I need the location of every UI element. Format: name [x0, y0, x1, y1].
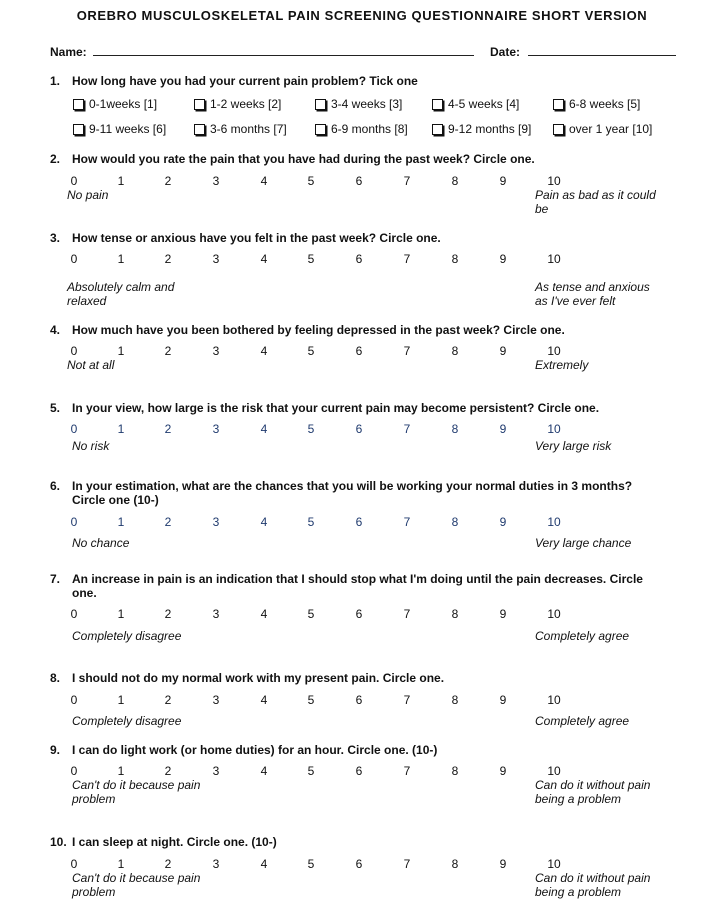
question-number: 8. — [50, 671, 61, 685]
checkbox-icon[interactable] — [553, 99, 564, 110]
question-text: How would you rate the pain that you have had during the past week? Circle one. — [72, 152, 535, 166]
scale-option[interactable]: 7 — [403, 344, 411, 358]
scale-option[interactable]: 8 — [451, 693, 459, 707]
scale-option[interactable]: 10 — [547, 515, 561, 529]
question-text: How long have you had your current pain problem? Tick one — [72, 74, 418, 88]
scale-option[interactable]: 10 — [547, 857, 561, 871]
scale-option[interactable]: 1 — [117, 344, 125, 358]
scale-option[interactable]: 5 — [307, 693, 315, 707]
scale-low-label: Can't do it because pain problem — [72, 778, 201, 806]
scale-option[interactable]: 9 — [499, 607, 507, 621]
scale-option[interactable]: 8 — [451, 252, 459, 266]
question-number: 7. — [50, 572, 61, 586]
scale-option[interactable]: 2 — [164, 764, 172, 778]
duration-option[interactable]: 4-5 weeks [4] — [432, 97, 519, 111]
scale-option[interactable]: 8 — [451, 607, 459, 621]
scale-option[interactable]: 1 — [117, 764, 125, 778]
scale-option[interactable]: 2 — [164, 693, 172, 707]
question-number: 1. — [50, 74, 61, 88]
scale-low-label: Not at all — [67, 358, 115, 372]
scale-option[interactable]: 9 — [499, 422, 507, 436]
scale-high-label: Completely agree — [535, 714, 630, 728]
scale-option[interactable]: 0 — [70, 607, 78, 621]
scale-option[interactable]: 3 — [212, 174, 220, 188]
scale-high-label: Very large risk — [535, 439, 612, 453]
scale-option[interactable]: 5 — [307, 764, 315, 778]
scale-option[interactable]: 4 — [260, 607, 268, 621]
question-number: 3. — [50, 231, 61, 245]
scale-option[interactable]: 4 — [260, 174, 268, 188]
scale-option[interactable]: 10 — [547, 764, 561, 778]
scale-option[interactable]: 0 — [70, 515, 78, 529]
question-text: How tense or anxious have you felt in the past week? Circle one. — [72, 231, 441, 245]
scale-option[interactable]: 4 — [260, 344, 268, 358]
scale-option[interactable]: 10 — [547, 607, 561, 621]
checkbox-icon[interactable] — [315, 124, 326, 135]
scale-option[interactable]: 10 — [547, 422, 561, 436]
scale-option[interactable]: 8 — [451, 764, 459, 778]
scale-option[interactable]: 6 — [355, 607, 363, 621]
scale-option[interactable]: 1 — [117, 174, 125, 188]
scale-low-label: No chance — [72, 536, 130, 550]
question-number: 4. — [50, 323, 61, 337]
checkbox-icon[interactable] — [432, 124, 443, 135]
question-number: 5. — [50, 401, 61, 415]
checkbox-icon[interactable] — [432, 99, 443, 110]
duration-option[interactable]: 1-2 weeks [2] — [194, 97, 281, 111]
scale-option[interactable]: 3 — [212, 422, 220, 436]
scale-option[interactable]: 6 — [355, 344, 363, 358]
scale-high-label: Extremely — [535, 358, 589, 372]
scale-option[interactable]: 0 — [70, 422, 78, 436]
question-text: In your view, how large is the risk that your current pain may become persistent? Circle one. — [72, 401, 600, 415]
duration-option[interactable]: 3-4 weeks [3] — [315, 97, 402, 111]
scale-option[interactable]: 3 — [212, 693, 220, 707]
scale-option[interactable]: 8 — [451, 174, 459, 188]
scale-high-label: Can do it without pain being a problem — [535, 778, 651, 806]
question-text: I can do light work (or home duties) for an hour. Circle one. (10-) — [72, 743, 438, 757]
question-number: 2. — [50, 152, 61, 166]
date-label: Date: — [490, 45, 521, 59]
scale-option[interactable]: 2 — [164, 515, 172, 529]
scale-option[interactable]: 6 — [355, 174, 363, 188]
scale-option[interactable]: 1 — [117, 693, 125, 707]
question-text: I should not do my normal work with my present pain. Circle one. — [72, 671, 445, 685]
scale-option[interactable]: 9 — [499, 174, 507, 188]
scale-option[interactable]: 8 — [451, 515, 459, 529]
scale-option[interactable]: 7 — [403, 607, 411, 621]
duration-option[interactable]: 6-8 weeks [5] — [553, 97, 640, 111]
scale-option[interactable]: 6 — [355, 515, 363, 529]
scale-option[interactable]: 2 — [164, 252, 172, 266]
page-title: OREBRO MUSCULOSKELETAL PAIN SCREENING QUESTIONNAIRE SHORT VERSION — [76, 8, 648, 23]
scale-option[interactable]: 0 — [70, 344, 78, 358]
scale-option[interactable]: 0 — [70, 693, 78, 707]
scale-option[interactable]: 7 — [403, 422, 411, 436]
scale-option[interactable]: 9 — [499, 515, 507, 529]
scale-option[interactable]: 5 — [307, 515, 315, 529]
scale-option[interactable]: 9 — [499, 344, 507, 358]
scale-option[interactable]: 10 — [547, 252, 561, 266]
question-text: An increase in pain is an indication that I should stop what I'm doing until the pain decreases. Circle one. — [72, 572, 643, 600]
scale-high-label: As tense and anxious as I've ever felt — [535, 280, 650, 308]
scale-option[interactable]: 7 — [403, 252, 411, 266]
scale-option[interactable]: 6 — [355, 857, 363, 871]
scale-option[interactable]: 4 — [260, 764, 268, 778]
scale-low-label: Absolutely calm and relaxed — [67, 280, 175, 308]
scale-option[interactable]: 0 — [70, 764, 78, 778]
scale-option[interactable]: 5 — [307, 422, 315, 436]
question-number: 6. — [50, 479, 61, 493]
scale-high-label: Completely agree — [535, 629, 630, 643]
scale-option[interactable]: 10 — [547, 693, 561, 707]
scale-low-label: No pain — [67, 188, 109, 202]
scale-option[interactable]: 3 — [212, 764, 220, 778]
scale-option[interactable]: 3 — [212, 252, 220, 266]
scale-option[interactable]: 0 — [70, 252, 78, 266]
scale-option[interactable]: 5 — [307, 174, 315, 188]
scale-option[interactable]: 4 — [260, 422, 268, 436]
scale-option[interactable]: 2 — [164, 344, 172, 358]
scale-option[interactable]: 1 — [117, 607, 125, 621]
scale-option[interactable]: 1 — [117, 422, 125, 436]
scale-option[interactable]: 5 — [307, 252, 315, 266]
duration-option[interactable]: 9-12 months [9] — [432, 122, 531, 136]
scale-option[interactable]: 9 — [499, 857, 507, 871]
question-text: In your estimation, what are the chances that you will be working your normal duties in 3 months? Circle one (10-) — [72, 479, 633, 507]
scale-option[interactable]: 2 — [164, 607, 172, 621]
scale-option[interactable]: 0 — [70, 174, 78, 188]
duration-option[interactable]: 3-6 months [7] — [194, 122, 287, 136]
scale-option[interactable]: 2 — [164, 174, 172, 188]
checkbox-icon[interactable] — [553, 124, 564, 135]
date-field[interactable] — [528, 55, 676, 56]
name-field[interactable] — [93, 55, 474, 56]
scale-option[interactable]: 8 — [451, 422, 459, 436]
scale-option[interactable]: 10 — [547, 344, 561, 358]
scale-option[interactable]: 1 — [117, 252, 125, 266]
scale-option[interactable]: 9 — [499, 252, 507, 266]
scale-low-label: Completely disagree — [72, 629, 182, 643]
scale-option[interactable]: 10 — [547, 174, 561, 188]
checkbox-icon[interactable] — [194, 124, 205, 135]
scale-option[interactable]: 8 — [451, 857, 459, 871]
scale-high-label: Can do it without pain being a problem — [535, 871, 651, 899]
scale-option[interactable]: 2 — [164, 857, 172, 871]
name-label: Name: — [50, 45, 87, 59]
question-text: How much have you been bothered by feeling depressed in the past week? Circle one. — [72, 323, 565, 337]
duration-option[interactable]: 6-9 months [8] — [315, 122, 408, 136]
scale-option[interactable]: 9 — [499, 764, 507, 778]
scale-option[interactable]: 6 — [355, 764, 363, 778]
checkbox-icon[interactable] — [194, 99, 205, 110]
question-text: I can sleep at night. Circle one. (10-) — [72, 835, 277, 849]
scale-option[interactable]: 7 — [403, 857, 411, 871]
checkbox-icon[interactable] — [315, 99, 326, 110]
duration-option[interactable]: 0-1weeks [1] — [73, 97, 157, 111]
question-number: 10. — [50, 835, 67, 849]
scale-option[interactable]: 4 — [260, 693, 268, 707]
scale-low-label: No risk — [72, 439, 110, 453]
scale-option[interactable]: 5 — [307, 857, 315, 871]
scale-option[interactable]: 5 — [307, 607, 315, 621]
checkbox-icon[interactable] — [73, 124, 84, 135]
scale-option[interactable]: 7 — [403, 764, 411, 778]
scale-option[interactable]: 0 — [70, 857, 78, 871]
scale-option[interactable]: 4 — [260, 515, 268, 529]
scale-option[interactable]: 6 — [355, 693, 363, 707]
scale-option[interactable]: 7 — [403, 693, 411, 707]
scale-option[interactable]: 3 — [212, 515, 220, 529]
checkbox-icon[interactable] — [73, 99, 84, 110]
scale-high-label: Very large chance — [535, 536, 632, 550]
scale-option[interactable]: 4 — [260, 857, 268, 871]
scale-option[interactable]: 7 — [403, 515, 411, 529]
scale-option[interactable]: 1 — [117, 857, 125, 871]
scale-option[interactable]: 3 — [212, 607, 220, 621]
scale-option[interactable]: 6 — [355, 422, 363, 436]
scale-option[interactable]: 8 — [451, 344, 459, 358]
scale-option[interactable]: 5 — [307, 344, 315, 358]
scale-high-label: Pain as bad as it could be — [535, 188, 656, 216]
scale-option[interactable]: 2 — [164, 422, 172, 436]
scale-option[interactable]: 3 — [212, 344, 220, 358]
scale-option[interactable]: 9 — [499, 693, 507, 707]
scale-option[interactable]: 6 — [355, 252, 363, 266]
scale-option[interactable]: 3 — [212, 857, 220, 871]
question-number: 9. — [50, 743, 61, 757]
scale-low-label: Completely disagree — [72, 714, 182, 728]
scale-option[interactable]: 4 — [260, 252, 268, 266]
scale-option[interactable]: 7 — [403, 174, 411, 188]
duration-option[interactable]: 9-11 weeks [6] — [73, 122, 166, 136]
scale-option[interactable]: 1 — [117, 515, 125, 529]
duration-option[interactable]: over 1 year [10] — [553, 122, 652, 136]
scale-low-label: Can't do it because pain problem — [72, 871, 201, 899]
